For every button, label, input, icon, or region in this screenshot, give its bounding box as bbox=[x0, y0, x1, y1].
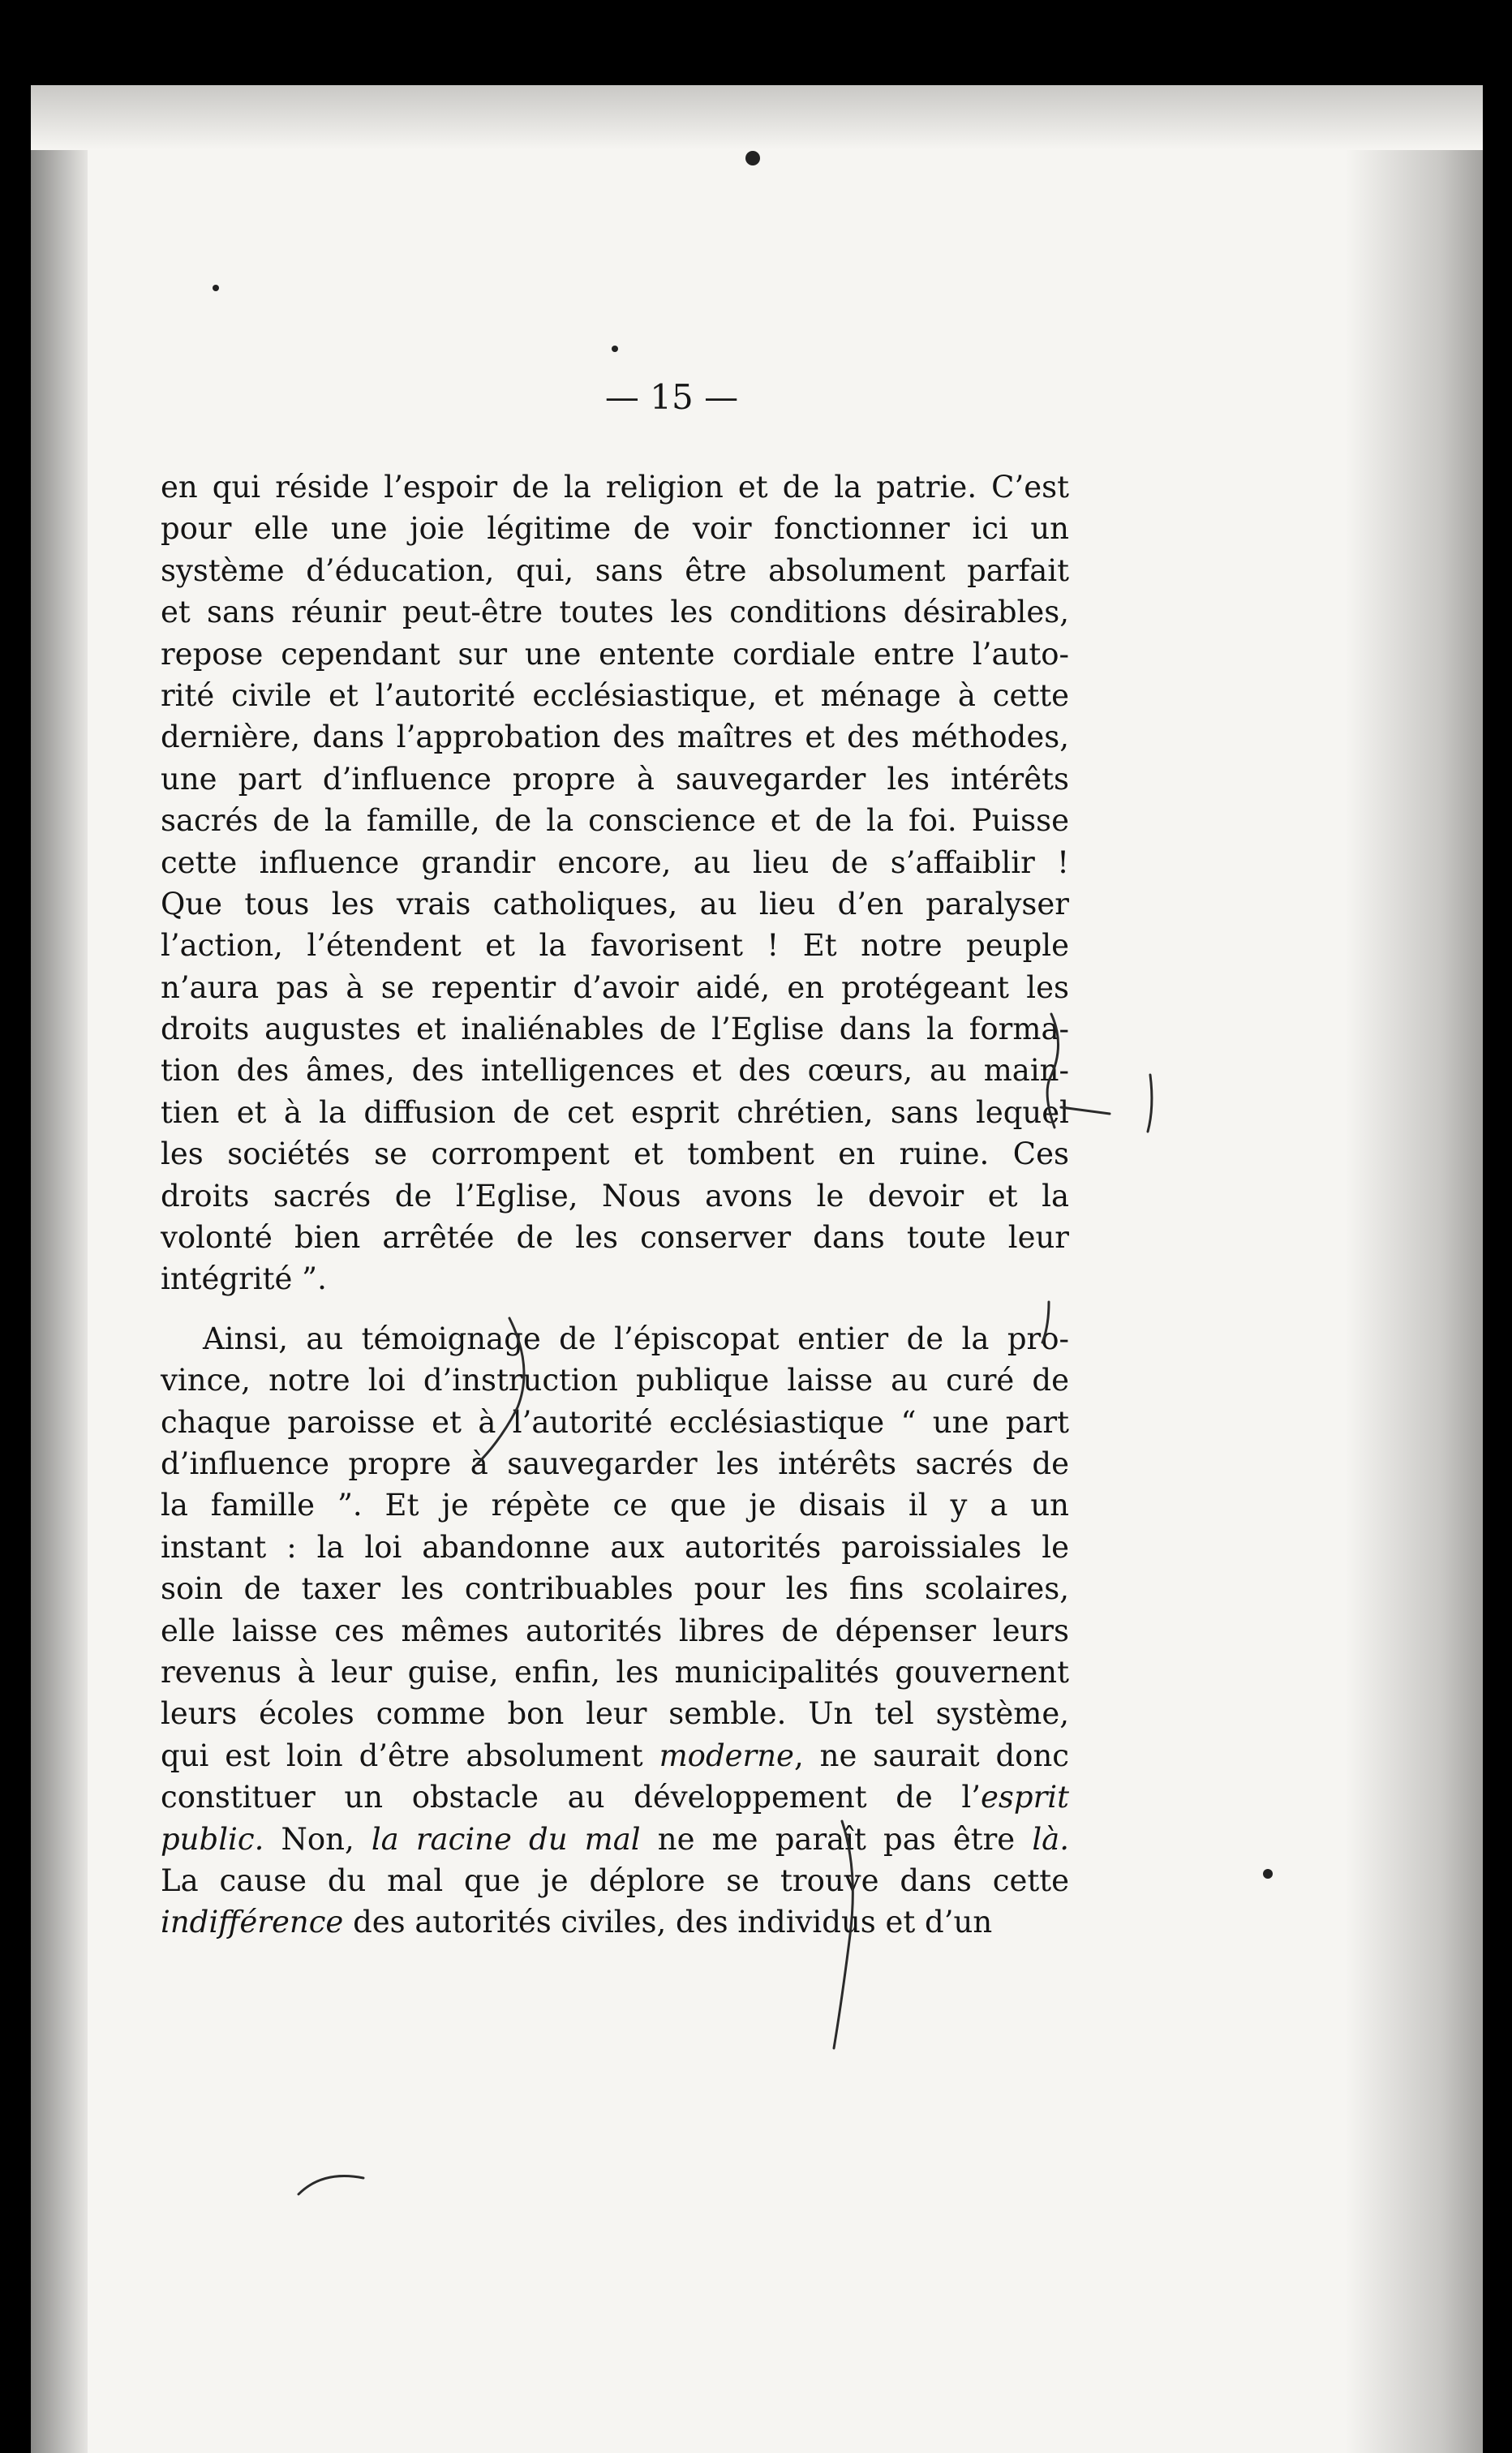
text-line: droits sacrés de l’Eglise, Nous avons le devoir et la bbox=[161, 1178, 1069, 1214]
italic-run: indifférence bbox=[161, 1905, 344, 1940]
text-run: Non, bbox=[264, 1821, 372, 1857]
text-line: tion des âmes, des intelligences et des cœurs, au main- bbox=[161, 1053, 1069, 1089]
pencil-annotations bbox=[31, 85, 1483, 2453]
italic-run: moderne bbox=[659, 1738, 794, 1773]
pencil-stroke bbox=[1061, 1107, 1110, 1114]
text-run: , ne saurait donc bbox=[793, 1738, 1069, 1773]
italic-run: public. bbox=[161, 1821, 264, 1857]
text-run: constituer un obstacle au développement de l’ bbox=[161, 1780, 982, 1815]
text-line: sacrés de la famille, de la conscience et de la foi. Puisse bbox=[161, 803, 1069, 839]
text-line: tien et à la diffusion de cet esprit chrétien, sans lequel bbox=[161, 1094, 1069, 1130]
ink-speck bbox=[612, 346, 618, 352]
text-line: en qui réside l’espoir de la religion et de la patrie. C’est bbox=[161, 470, 1069, 505]
text-line: elle laisse ces mêmes autorités libres de dépenser leurs bbox=[161, 1613, 1069, 1648]
text-line: une part d’influence propre à sauvegarder les intérêts bbox=[161, 761, 1069, 797]
text-run: ne me paraît pas être bbox=[640, 1821, 1033, 1857]
text-line: cette influence grandir encore, au lieu de s’affaiblir ! bbox=[161, 844, 1069, 880]
text-line: d’influence propre à sauvegarder les intérêts sacrés de bbox=[161, 1446, 1069, 1481]
text-line: volonté bien arrêtée de les conserver dans toute leur bbox=[161, 1220, 1069, 1256]
text-line: revenus à leur guise, enfin, les municipalités gouvernent bbox=[161, 1654, 1069, 1690]
pencil-stroke bbox=[477, 1318, 524, 1464]
pencil-stroke bbox=[299, 2176, 363, 2195]
text-line: rité civile et l’autorité ecclésiastique, et ménage à cette bbox=[161, 677, 1069, 713]
pencil-stroke bbox=[1047, 1014, 1058, 1128]
italic-run: là. bbox=[1032, 1821, 1069, 1857]
text-line: la famille ”. Et je répète ce que je disais il y a un bbox=[161, 1488, 1069, 1523]
scanned-page bbox=[31, 85, 1483, 2453]
text-line: pour elle une joie légitime de voir fonctionner ici un bbox=[161, 511, 1069, 547]
ink-speck bbox=[1263, 1869, 1273, 1879]
text-line: droits augustes et inaliénables de l’Eglise dans la forma- bbox=[161, 1012, 1069, 1047]
text-line: leurs écoles comme bon leur semble. Un tel système, bbox=[161, 1696, 1069, 1732]
text-line: système d’éducation, qui, sans être absolument parfait bbox=[161, 552, 1069, 588]
text-run: des autorités civiles, des individus et d’un bbox=[343, 1905, 993, 1940]
text-line: Ainsi, au témoignage de l’épiscopat entier de la pro- bbox=[203, 1321, 1069, 1356]
text-run: qui est loin d’être absolument bbox=[161, 1738, 659, 1773]
italic-run: la racine du mal bbox=[371, 1821, 641, 1857]
text-line: n’aura pas à se repentir d’avoir aidé, en protégeant les bbox=[161, 969, 1069, 1005]
pencil-stroke bbox=[1148, 1075, 1152, 1132]
ink-speck bbox=[745, 151, 760, 165]
text-line: La cause du mal que je déplore se trouve dans cette bbox=[161, 1862, 1069, 1898]
italic-run: esprit bbox=[981, 1780, 1069, 1815]
text-line: chaque paroisse et à l’autorité ecclésiastique “ une part bbox=[161, 1404, 1069, 1440]
ink-speck bbox=[213, 285, 219, 291]
pencil-stroke bbox=[834, 1821, 853, 2048]
text-line: repose cependant sur une entente cordiale entre l’auto- bbox=[161, 636, 1069, 672]
text-line: soin de taxer les contribuables pour les fins scolaires, bbox=[161, 1571, 1069, 1607]
text-line: dernière, dans l’approbation des maîtres et des méthodes, bbox=[161, 720, 1069, 755]
text-line: et sans réunir peut-être toutes les conditions désirables, bbox=[161, 595, 1069, 630]
text-line: Que tous les vrais catholiques, au lieu d’en paralyser bbox=[161, 886, 1069, 921]
text-line: instant : la loi abandonne aux autorités paroissiales le bbox=[161, 1529, 1069, 1565]
text-line: les sociétés se corrompent et tombent en ruine. Ces bbox=[161, 1136, 1069, 1172]
text-line: intégrité ”. bbox=[161, 1261, 327, 1297]
page-number: — 15 — bbox=[604, 377, 739, 417]
pencil-stroke bbox=[1042, 1302, 1049, 1342]
text-line: l’action, l’étendent et la favorisent ! Et notre peuple bbox=[161, 928, 1069, 964]
text-line: vince, notre loi d’instruction publique laisse au curé de bbox=[161, 1363, 1069, 1398]
